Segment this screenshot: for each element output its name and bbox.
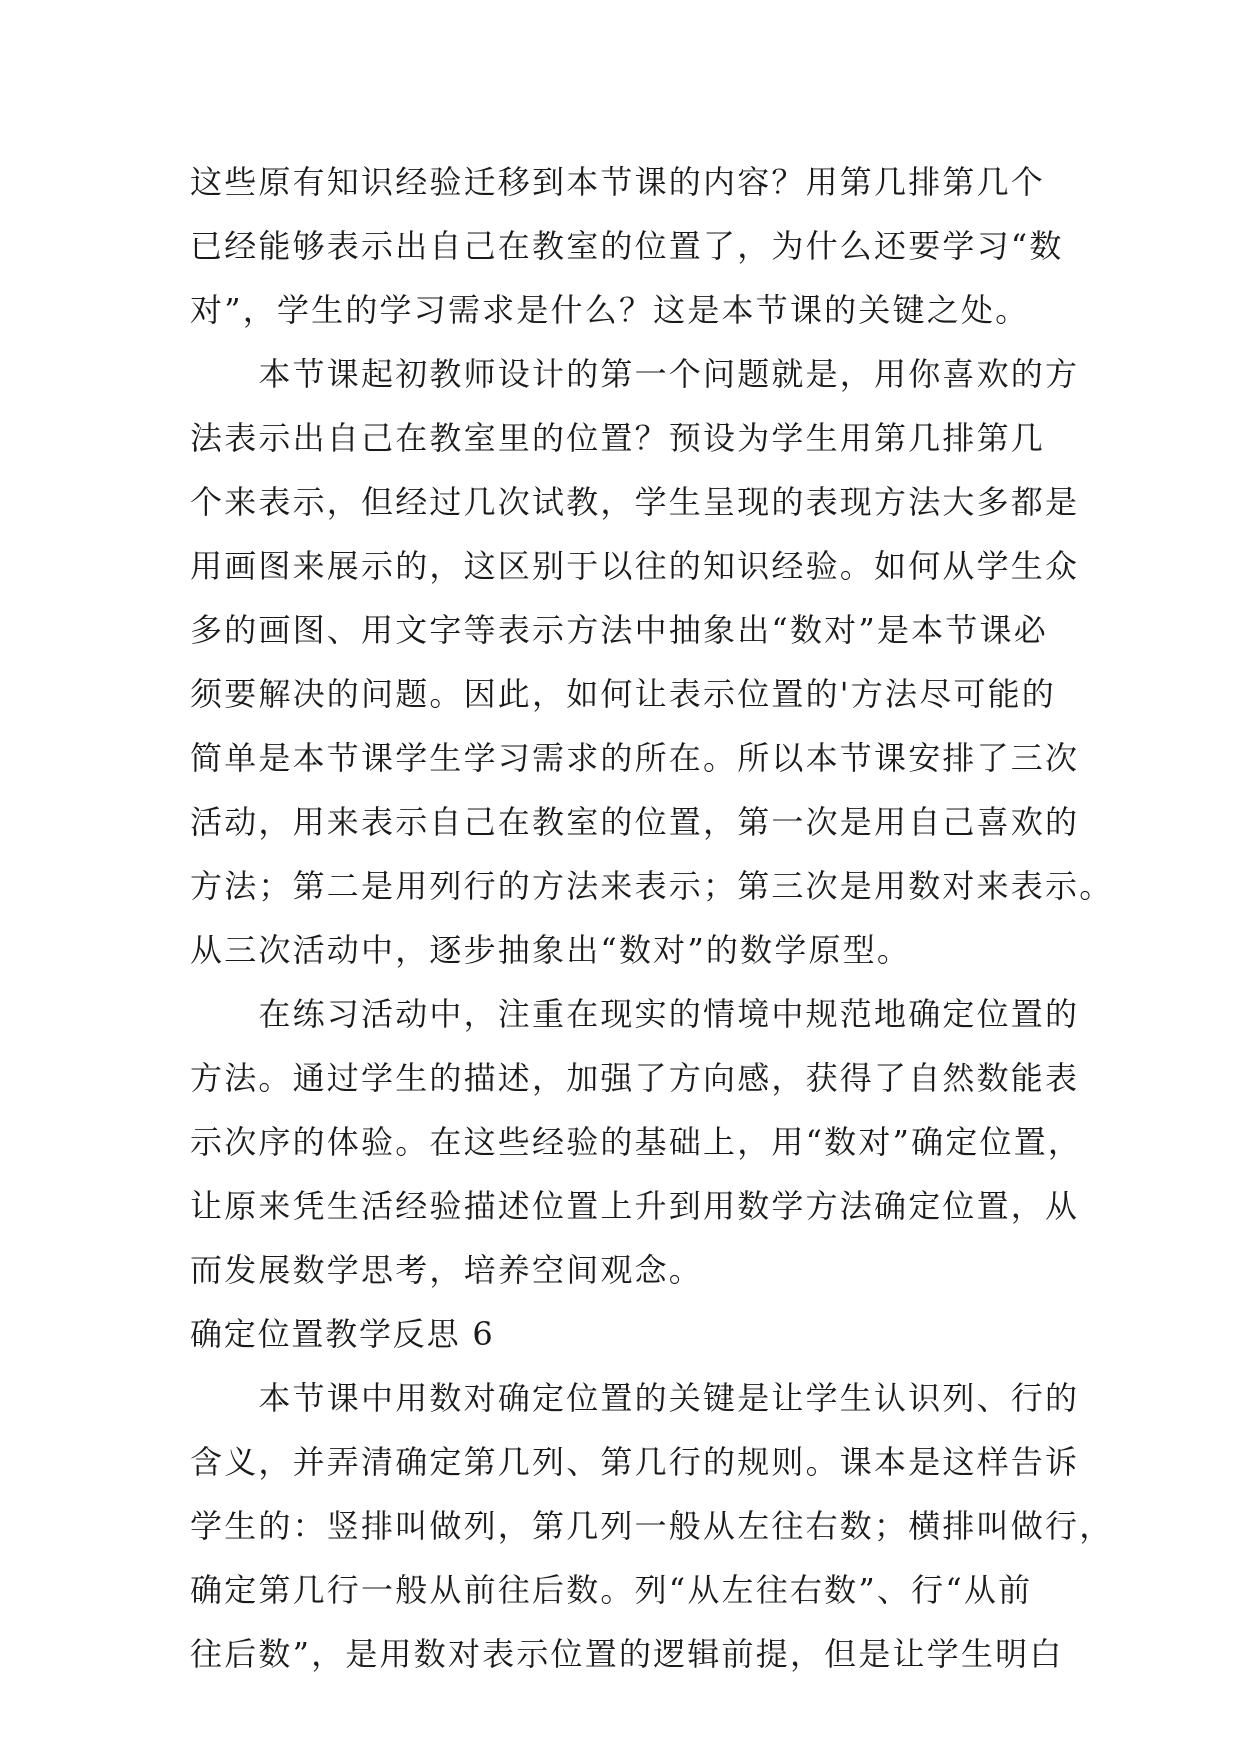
text-line: 让原来凭生活经验描述位置上升到用数学方法确定位置，从 bbox=[190, 1187, 1080, 1225]
text-line: 简单是本节课学生学习需求的所在。所以本节课安排了三次 bbox=[190, 739, 1080, 777]
text-line: 对”，学生的学习需求是什么？这是本节课的关键之处。 bbox=[190, 291, 1030, 329]
text-line: 已经能够表示出自己在教室的位置了，为什么还要学习“数 bbox=[190, 227, 1064, 265]
text-line: 确定第几行一般从前往后数。列“从左往右数”、行“从前 bbox=[190, 1571, 1033, 1609]
text-line: 法表示出自己在教室里的位置？预设为学生用第几排第几 bbox=[190, 419, 1046, 457]
text-line: 而发展数学思考，培养空间观念。 bbox=[190, 1251, 704, 1289]
text-line: 这些原有知识经验迁移到本节课的内容？用第几排第几个 bbox=[190, 163, 1046, 201]
document-body bbox=[190, 150, 1114, 1686]
text-line: 活动，用来表示自己在教室的位置，第一次是用自己喜欢的 bbox=[190, 803, 1080, 841]
text-line: 须要解决的问题。因此，如何让表示位置的'方法尽可能的 bbox=[190, 675, 1056, 713]
text-line: 学生的：竖排叫做列，第几列一般从左往右数；横排叫做行， bbox=[190, 1507, 1114, 1545]
text-line: 往后数”，是用数对表示位置的逻辑前提，但是让学生明白 bbox=[190, 1635, 1064, 1673]
text-line: 个来表示，但经过几次试教，学生呈现的表现方法大多都是 bbox=[190, 483, 1080, 521]
text-line: 本节课中用数对确定位置的关键是让学生认识列、行的 bbox=[190, 1379, 1080, 1417]
text-line: 示次序的体验。在这些经验的基础上，用“数对”确定位置， bbox=[190, 1123, 1083, 1161]
text-line: 方法。通过学生的描述，加强了方向感，获得了自然数能表 bbox=[190, 1059, 1080, 1097]
text-line: 多的画图、用文字等表示方法中抽象出“数对”是本节课必 bbox=[190, 611, 1048, 649]
text-line: 用画图来展示的，这区别于以往的知识经验。如何从学生众 bbox=[190, 547, 1080, 585]
text-line: 从三次活动中，逐步抽象出“数对”的数学原型。 bbox=[190, 931, 912, 969]
text-line: 方法；第二是用列行的方法来表示；第三次是用数对来表示。 bbox=[190, 867, 1114, 905]
section-heading: 确定位置教学反思 6 bbox=[190, 1315, 495, 1353]
text-line: 在练习活动中，注重在现实的情境中规范地确定位置的 bbox=[190, 995, 1080, 1033]
text-line: 本节课起初教师设计的第一个问题就是，用你喜欢的方 bbox=[190, 355, 1080, 393]
text-line: 含义，并弄清确定第几列、第几行的规则。课本是这样告诉 bbox=[190, 1443, 1080, 1481]
